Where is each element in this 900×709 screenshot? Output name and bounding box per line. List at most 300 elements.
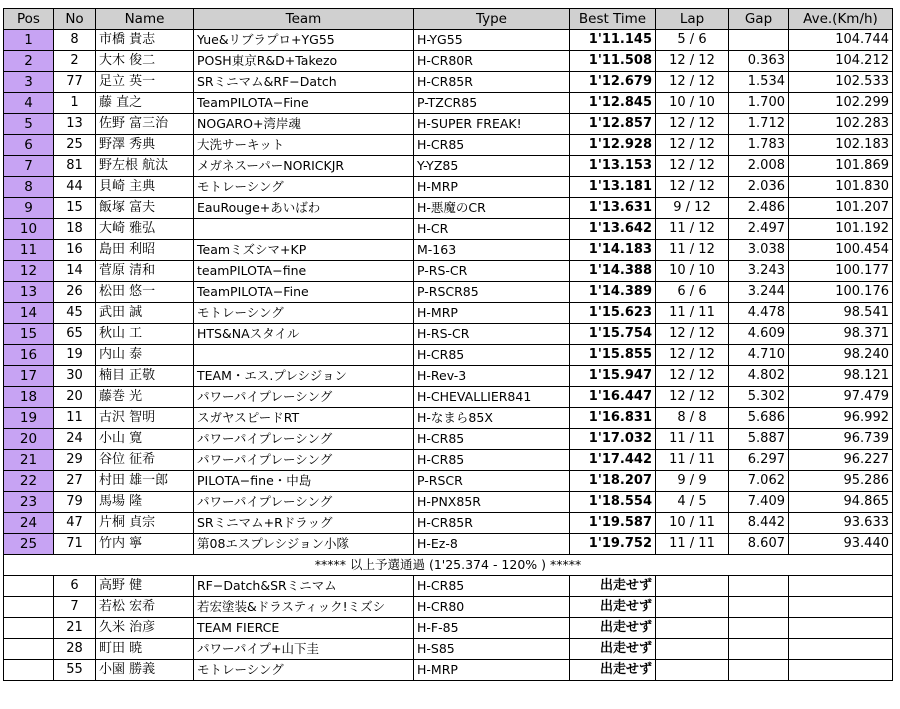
type-cell: H-CR85: [414, 429, 570, 450]
lap-cell: 12 / 12: [656, 387, 729, 408]
name-cell: 片桐 貞宗: [96, 513, 194, 534]
ave-cell: 101.207: [789, 198, 893, 219]
no-cell: 28: [54, 639, 96, 660]
header-team: Team: [194, 9, 414, 30]
type-cell: P-TZCR85: [414, 93, 570, 114]
best-time-cell: 1'19.587: [570, 513, 656, 534]
pos-cell: 3: [4, 72, 54, 93]
ave-cell: 96.992: [789, 408, 893, 429]
team-cell: EauRouge+あいばわ: [194, 198, 414, 219]
pos-cell: [4, 597, 54, 618]
no-cell: 30: [54, 366, 96, 387]
ave-cell: 93.440: [789, 534, 893, 555]
pos-cell: 18: [4, 387, 54, 408]
no-cell: 24: [54, 429, 96, 450]
no-cell: 79: [54, 492, 96, 513]
gap-cell: [729, 660, 789, 681]
best-time-cell: 1'17.442: [570, 450, 656, 471]
gap-cell: 2.008: [729, 156, 789, 177]
table-row: [4, 93, 893, 114]
team-cell: モトレーシング: [194, 303, 414, 324]
gap-cell: 5.686: [729, 408, 789, 429]
name-cell: 飯塚 富夫: [96, 198, 194, 219]
gap-cell: 2.036: [729, 177, 789, 198]
status-cell: 出走せず: [570, 639, 656, 660]
pos-cell: 4: [4, 93, 54, 114]
name-cell: 内山 泰: [96, 345, 194, 366]
ave-cell: 98.541: [789, 303, 893, 324]
table-row: [4, 282, 893, 303]
header-ave: Ave.(Km/h): [789, 9, 893, 30]
ave-cell: 101.192: [789, 219, 893, 240]
best-time-cell: 1'14.388: [570, 261, 656, 282]
team-cell: PILOTA−fine・中島: [194, 471, 414, 492]
ave-cell: [789, 639, 893, 660]
table-row: [4, 324, 893, 345]
table-row: [4, 51, 893, 72]
type-cell: H-CR85R: [414, 513, 570, 534]
table-row: [4, 156, 893, 177]
team-cell: モトレーシング: [194, 177, 414, 198]
pos-cell: 17: [4, 366, 54, 387]
ave-cell: [789, 576, 893, 597]
type-cell: H-CR85R: [414, 72, 570, 93]
gap-cell: [729, 639, 789, 660]
best-time-cell: 1'13.642: [570, 219, 656, 240]
best-time-cell: 1'16.831: [570, 408, 656, 429]
type-cell: H-Ez-8: [414, 534, 570, 555]
pos-cell: 14: [4, 303, 54, 324]
pos-cell: 7: [4, 156, 54, 177]
name-cell: 足立 英一: [96, 72, 194, 93]
type-cell: H-CR85: [414, 345, 570, 366]
pos-cell: 19: [4, 408, 54, 429]
best-time-cell: 1'18.207: [570, 471, 656, 492]
name-cell: 藤巻 光: [96, 387, 194, 408]
gap-cell: 5.302: [729, 387, 789, 408]
ave-cell: 95.286: [789, 471, 893, 492]
no-cell: 55: [54, 660, 96, 681]
lap-cell: 12 / 12: [656, 366, 729, 387]
ave-cell: 98.121: [789, 366, 893, 387]
no-cell: 45: [54, 303, 96, 324]
ave-cell: 104.744: [789, 30, 893, 51]
lap-cell: 12 / 12: [656, 345, 729, 366]
best-time-cell: 1'17.032: [570, 429, 656, 450]
header-type: Type: [414, 9, 570, 30]
ave-cell: 100.177: [789, 261, 893, 282]
ave-cell: 102.283: [789, 114, 893, 135]
lap-cell: 11 / 11: [656, 303, 729, 324]
best-time-cell: 1'14.183: [570, 240, 656, 261]
no-cell: 47: [54, 513, 96, 534]
team-cell: SRミニマム&RF−Datch: [194, 72, 414, 93]
status-cell: 出走せず: [570, 618, 656, 639]
name-cell: 高野 健: [96, 576, 194, 597]
name-cell: 秋山 工: [96, 324, 194, 345]
header-pos: Pos: [4, 9, 54, 30]
no-cell: 16: [54, 240, 96, 261]
team-cell: スガヤスピードRT: [194, 408, 414, 429]
team-cell: パワーパイプレーシング: [194, 492, 414, 513]
gap-cell: 3.243: [729, 261, 789, 282]
pos-cell: 13: [4, 282, 54, 303]
name-cell: 村田 雄一郎: [96, 471, 194, 492]
best-time-cell: 1'16.447: [570, 387, 656, 408]
gap-cell: [729, 618, 789, 639]
type-cell: P-RS-CR: [414, 261, 570, 282]
type-cell: H-YG55: [414, 30, 570, 51]
table-row: [4, 408, 893, 429]
no-cell: 25: [54, 135, 96, 156]
non-starter-row: [4, 660, 893, 681]
ave-cell: 102.183: [789, 135, 893, 156]
qualifying-cutoff-row: [4, 555, 893, 576]
type-cell: H-RS-CR: [414, 324, 570, 345]
lap-cell: 10 / 10: [656, 261, 729, 282]
type-cell: H-悪魔のCR: [414, 198, 570, 219]
no-cell: 15: [54, 198, 96, 219]
lap-cell: 4 / 5: [656, 492, 729, 513]
gap-cell: 6.297: [729, 450, 789, 471]
lap-cell: [656, 576, 729, 597]
team-cell: パワーパイプ+山下圭: [194, 639, 414, 660]
lap-cell: 12 / 12: [656, 324, 729, 345]
results-body: [4, 30, 893, 681]
lap-cell: [656, 639, 729, 660]
type-cell: H-CR: [414, 219, 570, 240]
ave-cell: 93.633: [789, 513, 893, 534]
name-cell: 古沢 智明: [96, 408, 194, 429]
pos-cell: 5: [4, 114, 54, 135]
lap-cell: 8 / 8: [656, 408, 729, 429]
table-row: [4, 198, 893, 219]
ave-cell: [789, 597, 893, 618]
table-row: [4, 219, 893, 240]
no-cell: 8: [54, 30, 96, 51]
type-cell: H-MRP: [414, 660, 570, 681]
no-cell: 71: [54, 534, 96, 555]
pos-cell: 21: [4, 450, 54, 471]
team-cell: 第08エスプレシジョン小隊: [194, 534, 414, 555]
type-cell: H-MRP: [414, 177, 570, 198]
ave-cell: 101.869: [789, 156, 893, 177]
no-cell: 19: [54, 345, 96, 366]
table-row: [4, 177, 893, 198]
best-time-cell: 1'12.679: [570, 72, 656, 93]
pos-cell: [4, 576, 54, 597]
best-time-cell: 1'19.752: [570, 534, 656, 555]
ave-cell: 104.212: [789, 51, 893, 72]
table-row: [4, 240, 893, 261]
gap-cell: 8.607: [729, 534, 789, 555]
name-cell: 菅原 清和: [96, 261, 194, 282]
team-cell: POSH東京R&D+Takezo: [194, 51, 414, 72]
pos-cell: 12: [4, 261, 54, 282]
no-cell: 18: [54, 219, 96, 240]
no-cell: 7: [54, 597, 96, 618]
team-cell: パワーパイプレーシング: [194, 450, 414, 471]
best-time-cell: 1'12.845: [570, 93, 656, 114]
best-time-cell: 1'15.623: [570, 303, 656, 324]
type-cell: H-CR85: [414, 135, 570, 156]
header-lap: Lap: [656, 9, 729, 30]
ave-cell: 102.533: [789, 72, 893, 93]
team-cell: [194, 219, 414, 240]
type-cell: P-RSCR: [414, 471, 570, 492]
gap-cell: 4.802: [729, 366, 789, 387]
status-cell: 出走せず: [570, 660, 656, 681]
pos-cell: 20: [4, 429, 54, 450]
name-cell: 島田 利昭: [96, 240, 194, 261]
pos-cell: 22: [4, 471, 54, 492]
ave-cell: 102.299: [789, 93, 893, 114]
best-time-cell: 1'18.554: [570, 492, 656, 513]
name-cell: 竹内 寧: [96, 534, 194, 555]
team-cell: TEAM FIERCE: [194, 618, 414, 639]
gap-cell: 8.442: [729, 513, 789, 534]
no-cell: 77: [54, 72, 96, 93]
table-row: [4, 261, 893, 282]
non-starter-row: [4, 576, 893, 597]
pos-cell: [4, 618, 54, 639]
team-cell: 大洗サーキット: [194, 135, 414, 156]
gap-cell: 1.783: [729, 135, 789, 156]
non-starter-row: [4, 639, 893, 660]
team-cell: 若宏塗装&ドラスティック!ミズシ: [194, 597, 414, 618]
type-cell: H-なまら85X: [414, 408, 570, 429]
name-cell: 若松 宏希: [96, 597, 194, 618]
type-cell: H-CR85: [414, 450, 570, 471]
name-cell: 藤󠄀 直之: [96, 93, 194, 114]
lap-cell: 10 / 11: [656, 513, 729, 534]
lap-cell: 12 / 12: [656, 72, 729, 93]
no-cell: 21: [54, 618, 96, 639]
qualifying-cutoff-text: ***** 以上予選通過 (1'25.374 - 120% ) *****: [4, 555, 893, 576]
name-cell: 市橋 貴志: [96, 30, 194, 51]
type-cell: H-CR85: [414, 576, 570, 597]
name-cell: 野澤 秀典: [96, 135, 194, 156]
team-cell: NOGARO+湾岸魂: [194, 114, 414, 135]
type-cell: H-F-85: [414, 618, 570, 639]
best-time-cell: 1'11.508: [570, 51, 656, 72]
gap-cell: 0.363: [729, 51, 789, 72]
non-starter-row: [4, 618, 893, 639]
name-cell: 小園 勝義: [96, 660, 194, 681]
gap-cell: 7.409: [729, 492, 789, 513]
table-row: [4, 513, 893, 534]
ave-cell: 98.240: [789, 345, 893, 366]
gap-cell: [729, 597, 789, 618]
ave-cell: [789, 660, 893, 681]
name-cell: 松田 悠一: [96, 282, 194, 303]
header-best-time: Best Time: [570, 9, 656, 30]
best-time-cell: 1'12.928: [570, 135, 656, 156]
gap-cell: 1.700: [729, 93, 789, 114]
team-cell: TEAM・エス.プレシジョン: [194, 366, 414, 387]
gap-cell: [729, 576, 789, 597]
gap-cell: [729, 30, 789, 51]
gap-cell: 1.712: [729, 114, 789, 135]
team-cell: HTS&NAスタイル: [194, 324, 414, 345]
lap-cell: 11 / 12: [656, 219, 729, 240]
pos-cell: 24: [4, 513, 54, 534]
no-cell: 2: [54, 51, 96, 72]
name-cell: 武田 誠: [96, 303, 194, 324]
name-cell: 町田 暁: [96, 639, 194, 660]
ave-cell: 94.865: [789, 492, 893, 513]
name-cell: 楠目 正敬: [96, 366, 194, 387]
best-time-cell: 1'13.153: [570, 156, 656, 177]
table-row: [4, 450, 893, 471]
lap-cell: 9 / 12: [656, 198, 729, 219]
pos-cell: 16: [4, 345, 54, 366]
lap-cell: [656, 597, 729, 618]
pos-cell: 23: [4, 492, 54, 513]
table-row: [4, 114, 893, 135]
type-cell: H-PNX85R: [414, 492, 570, 513]
non-starter-row: [4, 597, 893, 618]
lap-cell: 11 / 11: [656, 534, 729, 555]
team-cell: SRミニマム+Rドラッグ: [194, 513, 414, 534]
best-time-cell: 1'14.389: [570, 282, 656, 303]
gap-cell: 4.478: [729, 303, 789, 324]
header-name: Name: [96, 9, 194, 30]
best-time-cell: 1'13.631: [570, 198, 656, 219]
lap-cell: 12 / 12: [656, 114, 729, 135]
ave-cell: 100.176: [789, 282, 893, 303]
type-cell: H-MRP: [414, 303, 570, 324]
gap-cell: 2.486: [729, 198, 789, 219]
best-time-cell: 1'11.145: [570, 30, 656, 51]
team-cell: [194, 345, 414, 366]
lap-cell: 11 / 12: [656, 240, 729, 261]
team-cell: teamPILOTA−fine: [194, 261, 414, 282]
no-cell: 6: [54, 576, 96, 597]
no-cell: 1: [54, 93, 96, 114]
ave-cell: 98.371: [789, 324, 893, 345]
table-row: [4, 72, 893, 93]
team-cell: パワーパイプレーシング: [194, 387, 414, 408]
team-cell: メガネスーパーNORICKJR: [194, 156, 414, 177]
no-cell: 81: [54, 156, 96, 177]
pos-cell: 6: [4, 135, 54, 156]
no-cell: 11: [54, 408, 96, 429]
type-cell: H-Rev-3: [414, 366, 570, 387]
gap-cell: 3.244: [729, 282, 789, 303]
lap-cell: [656, 618, 729, 639]
type-cell: H-CR80R: [414, 51, 570, 72]
team-cell: Teamミズシマ+KP: [194, 240, 414, 261]
best-time-cell: 1'13.181: [570, 177, 656, 198]
lap-cell: 11 / 11: [656, 429, 729, 450]
lap-cell: [656, 660, 729, 681]
pos-cell: 8: [4, 177, 54, 198]
name-cell: 貝崎 主典: [96, 177, 194, 198]
table-row: [4, 492, 893, 513]
type-cell: M-163: [414, 240, 570, 261]
best-time-cell: 1'15.754: [570, 324, 656, 345]
pos-cell: [4, 639, 54, 660]
type-cell: H-CHEVALLIER841: [414, 387, 570, 408]
gap-cell: 3.038: [729, 240, 789, 261]
qualifying-results-table: [3, 8, 893, 681]
best-time-cell: 1'12.857: [570, 114, 656, 135]
table-row: [4, 345, 893, 366]
table-row: [4, 30, 893, 51]
no-cell: 65: [54, 324, 96, 345]
team-cell: モトレーシング: [194, 660, 414, 681]
gap-cell: 2.497: [729, 219, 789, 240]
ave-cell: 96.227: [789, 450, 893, 471]
table-row: [4, 471, 893, 492]
lap-cell: 5 / 6: [656, 30, 729, 51]
pos-cell: 9: [4, 198, 54, 219]
gap-cell: 7.062: [729, 471, 789, 492]
ave-cell: 97.479: [789, 387, 893, 408]
name-cell: 谷位 征希: [96, 450, 194, 471]
lap-cell: 11 / 11: [656, 450, 729, 471]
name-cell: 馬場 隆: [96, 492, 194, 513]
type-cell: H-S85: [414, 639, 570, 660]
no-cell: 14: [54, 261, 96, 282]
type-cell: Y-YZ85: [414, 156, 570, 177]
pos-cell: 1: [4, 30, 54, 51]
lap-cell: 12 / 12: [656, 177, 729, 198]
name-cell: 佐野 富三治: [96, 114, 194, 135]
type-cell: H-SUPER FREAK!: [414, 114, 570, 135]
name-cell: 大木 俊二: [96, 51, 194, 72]
results-table-container: [3, 8, 893, 681]
ave-cell: 96.739: [789, 429, 893, 450]
gap-cell: 1.534: [729, 72, 789, 93]
ave-cell: [789, 618, 893, 639]
team-cell: Yue&リブラプロ+YG55: [194, 30, 414, 51]
table-row: [4, 135, 893, 156]
header-gap: Gap: [729, 9, 789, 30]
best-time-cell: 1'15.947: [570, 366, 656, 387]
type-cell: H-CR80: [414, 597, 570, 618]
name-cell: 大崎 雅弘: [96, 219, 194, 240]
ave-cell: 101.830: [789, 177, 893, 198]
no-cell: 26: [54, 282, 96, 303]
team-cell: TeamPILOTA−Fine: [194, 282, 414, 303]
table-row: [4, 429, 893, 450]
status-cell: 出走せず: [570, 576, 656, 597]
pos-cell: 2: [4, 51, 54, 72]
lap-cell: 10 / 10: [656, 93, 729, 114]
best-time-cell: 1'15.855: [570, 345, 656, 366]
team-cell: RF−Datch&SRミニマム: [194, 576, 414, 597]
ave-cell: 100.454: [789, 240, 893, 261]
name-cell: 久米 治彦: [96, 618, 194, 639]
pos-cell: 25: [4, 534, 54, 555]
pos-cell: [4, 660, 54, 681]
table-row: [4, 366, 893, 387]
header-row: [4, 9, 893, 30]
status-cell: 出走せず: [570, 597, 656, 618]
lap-cell: 12 / 12: [656, 156, 729, 177]
type-cell: P-RSCR85: [414, 282, 570, 303]
name-cell: 小山 寛: [96, 429, 194, 450]
no-cell: 29: [54, 450, 96, 471]
gap-cell: 5.887: [729, 429, 789, 450]
no-cell: 27: [54, 471, 96, 492]
lap-cell: 6 / 6: [656, 282, 729, 303]
team-cell: パワーパイプレーシング: [194, 429, 414, 450]
lap-cell: 12 / 12: [656, 51, 729, 72]
pos-cell: 10: [4, 219, 54, 240]
